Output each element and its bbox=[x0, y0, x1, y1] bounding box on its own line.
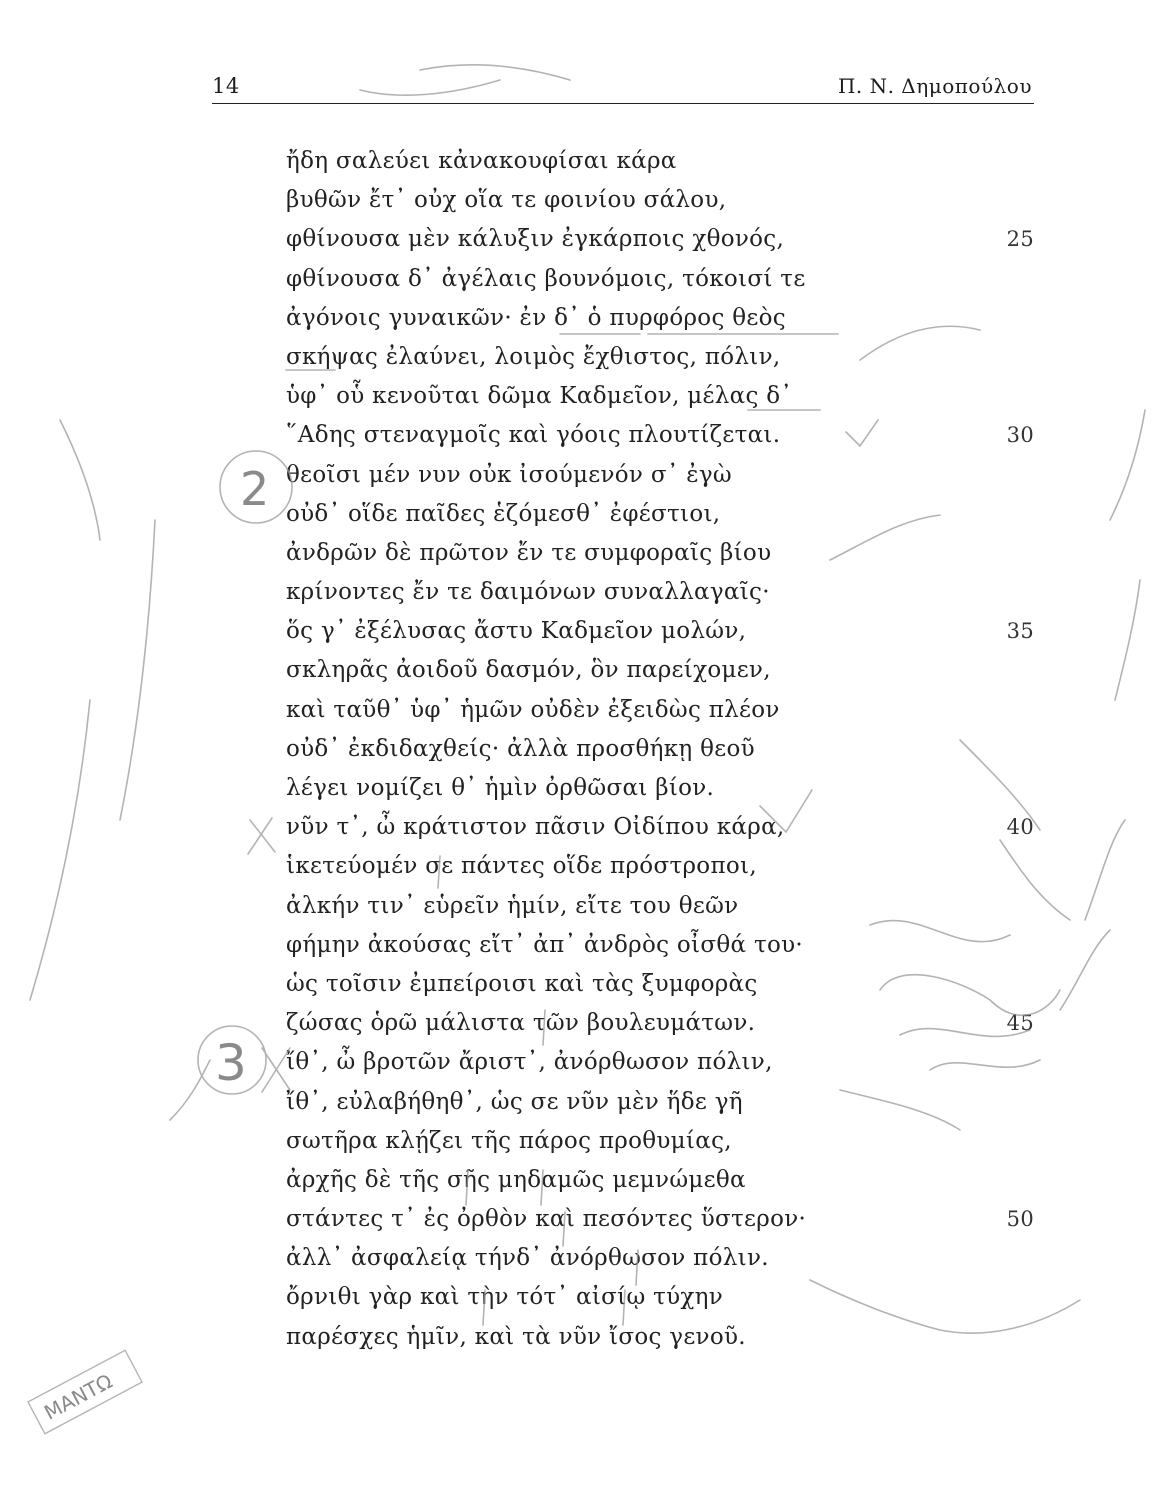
verse-text: ῞Αδης στεναγμοῖς καὶ γόοις πλουτίζεται. bbox=[286, 422, 781, 449]
verse-line bbox=[286, 1004, 1046, 1043]
verse-text: ὑφ᾽ οὗ κενοῦται δῶμα Καδμεῖον, μέλας δ᾽ bbox=[286, 383, 793, 410]
verse-text: ζώσας ὁρῶ μάλιστα τῶν βουλευμάτων. bbox=[286, 1010, 756, 1037]
verse-line bbox=[286, 1043, 1046, 1082]
verse-text: στάντες τ᾽ ἐς ὀρθὸν καὶ πεσόντες ὕστερον· bbox=[286, 1206, 807, 1233]
circle-2 bbox=[220, 451, 292, 523]
verse-text: οὐδ᾽ οἵδε παῖδες ἑζόμεσθ᾽ ἐφέστιοι, bbox=[286, 500, 721, 527]
verse-text: ἀνδρῶν δὲ πρῶτον ἔν τε συμφοραῖς βίου bbox=[286, 539, 772, 566]
margin-numeral-3: 3 bbox=[215, 1034, 247, 1092]
verse-line bbox=[286, 1122, 1046, 1161]
verse-line bbox=[286, 1200, 1046, 1239]
verse-line bbox=[286, 416, 1046, 455]
verse-line bbox=[286, 1239, 1046, 1278]
verse-text: κρίνοντες ἔν τε δαιμόνων συναλλαγαῖς· bbox=[286, 579, 770, 606]
verse-text: ὄρνιθι γὰρ καὶ τὴν τότ᾽ αἰσίῳ τύχην bbox=[286, 1284, 724, 1311]
verse-text: ἀλκήν τιν᾽ εὑρεῖν ἡμίν, εἴτε του θεῶν bbox=[286, 892, 739, 919]
verse-text: σκληρᾶς ἀοιδοῦ δασμόν, ὃν παρείχομεν, bbox=[286, 657, 771, 684]
verse-line bbox=[286, 338, 1046, 377]
line-number: 25 bbox=[1006, 227, 1034, 252]
verse-text: ἀγόνοις γυναικῶν· ἐν δ᾽ ὁ πυρφόρος θεὸς bbox=[286, 304, 786, 331]
verse-line bbox=[286, 495, 1046, 534]
verse-line bbox=[286, 612, 1046, 651]
verse-line bbox=[286, 377, 1046, 416]
verse-text: φήμην ἀκούσας εἴτ᾽ ἀπ᾽ ἀνδρὸς οἶσθά του· bbox=[286, 931, 804, 958]
verse-text: οὐδ᾽ ἐκδιδαχθείς· ἀλλὰ προσθήκῃ θεοῦ bbox=[286, 735, 755, 762]
verse-text: νῦν τ᾽, ὦ κράτιστον πᾶσιν Οἰδίπου κάρα, bbox=[286, 814, 785, 841]
line-number: 40 bbox=[1006, 815, 1034, 840]
verse-block bbox=[286, 142, 1046, 1357]
verse-text: σκήψας ἐλαύνει, λοιμὸς ἔχθιστος, πόλιν, bbox=[286, 343, 781, 370]
verse-text: φθίνουσα μὲν κάλυξιν ἐγκάρποις χθονός, bbox=[286, 226, 785, 253]
verse-text: ὡς τοῖσιν ἐμπείροισι καὶ τὰς ξυμφορὰς bbox=[286, 970, 758, 997]
verse-text: φθίνουσα δ᾽ ἀγέλαις βουνόμοις, τόκοισί τε bbox=[286, 265, 806, 292]
verse-text: βυθῶν ἔτ᾽ οὐχ οἵα τε φοινίου σάλου, bbox=[286, 187, 727, 214]
verse-line bbox=[286, 1083, 1046, 1122]
verse-line bbox=[286, 573, 1046, 612]
running-head-author: Π. Ν. Δημοπούλου bbox=[837, 74, 1032, 98]
verse-text: καὶ ταῦθ᾽ ὑφ᾽ ἡμῶν οὐδὲν ἐξειδὼς πλέον bbox=[286, 696, 780, 723]
verse-line bbox=[286, 651, 1046, 690]
verse-text: λέγει νομίζει θ᾽ ἡμὶν ὀρθῶσαι βίον. bbox=[286, 775, 715, 801]
page-number: 14 bbox=[212, 74, 240, 98]
line-number: 50 bbox=[1006, 1207, 1034, 1232]
line-number: 35 bbox=[1006, 619, 1034, 644]
verse-line bbox=[286, 1278, 1046, 1317]
stamp bbox=[28, 1350, 142, 1433]
verse-line bbox=[286, 730, 1046, 769]
verse-line bbox=[286, 769, 1046, 808]
verse-line bbox=[286, 181, 1046, 220]
verse-text: ὅς γ᾽ ἐξέλυσας ἄστυ Καδμεῖον μολών, bbox=[286, 618, 747, 645]
verse-line bbox=[286, 926, 1046, 965]
x-mark-1 bbox=[248, 818, 275, 854]
verse-text: ἀρχῆς δὲ τῆς σῆς μηδαμῶς μεμνώμεθα bbox=[286, 1166, 746, 1193]
verse-line bbox=[286, 1161, 1046, 1200]
verse-line bbox=[286, 142, 1046, 181]
verse-text: ἀλλ᾽ ἀσφαλείᾳ τήνδ᾽ ἀνόρθωσον πόλιν. bbox=[286, 1245, 769, 1272]
verse-text: παρέσχες ἡμῖν, καὶ τὰ νῦν ἴσος γενοῦ. bbox=[286, 1323, 746, 1350]
verse-line bbox=[286, 887, 1046, 926]
verse-text: ἴθ᾽, ὦ βροτῶν ἄριστ᾽, ἀνόρθωσον πόλιν, bbox=[286, 1049, 773, 1076]
header-rule bbox=[212, 103, 1034, 104]
verse-line bbox=[286, 260, 1046, 299]
verse-line bbox=[286, 220, 1046, 259]
verse-line bbox=[286, 808, 1046, 847]
verse-line bbox=[286, 299, 1046, 338]
stamp-text: ΜΑΝΤΩ bbox=[40, 1368, 117, 1425]
margin-numeral-2: 2 bbox=[240, 462, 270, 516]
verse-text: θεοῖσι μέν νυν οὐκ ἰσούμενόν σ᾽ ἐγὼ bbox=[286, 461, 732, 488]
line-number: 30 bbox=[1006, 423, 1034, 448]
line-number: 45 bbox=[1006, 1011, 1034, 1036]
running-header bbox=[212, 70, 1032, 102]
verse-text: ἴθ᾽, εὐλαβήθηθ᾽, ὡς σε νῦν μὲν ἥδε γῆ bbox=[286, 1088, 743, 1115]
verse-text: ἤδη σαλεύει κἀνακουφίσαι κάρα bbox=[286, 148, 677, 174]
verse-line bbox=[286, 965, 1046, 1004]
verse-line bbox=[286, 456, 1046, 495]
verse-line bbox=[286, 1318, 1046, 1357]
verse-line bbox=[286, 534, 1046, 573]
verse-text: ἱκετεύομέν σε πάντες οἵδε πρόστροποι, bbox=[286, 853, 757, 880]
verse-line bbox=[286, 691, 1046, 730]
circle-3 bbox=[198, 1026, 266, 1094]
verse-line bbox=[286, 847, 1046, 886]
verse-text: σωτῆρα κλῄζει τῆς πάρος προθυμίας, bbox=[286, 1127, 732, 1154]
